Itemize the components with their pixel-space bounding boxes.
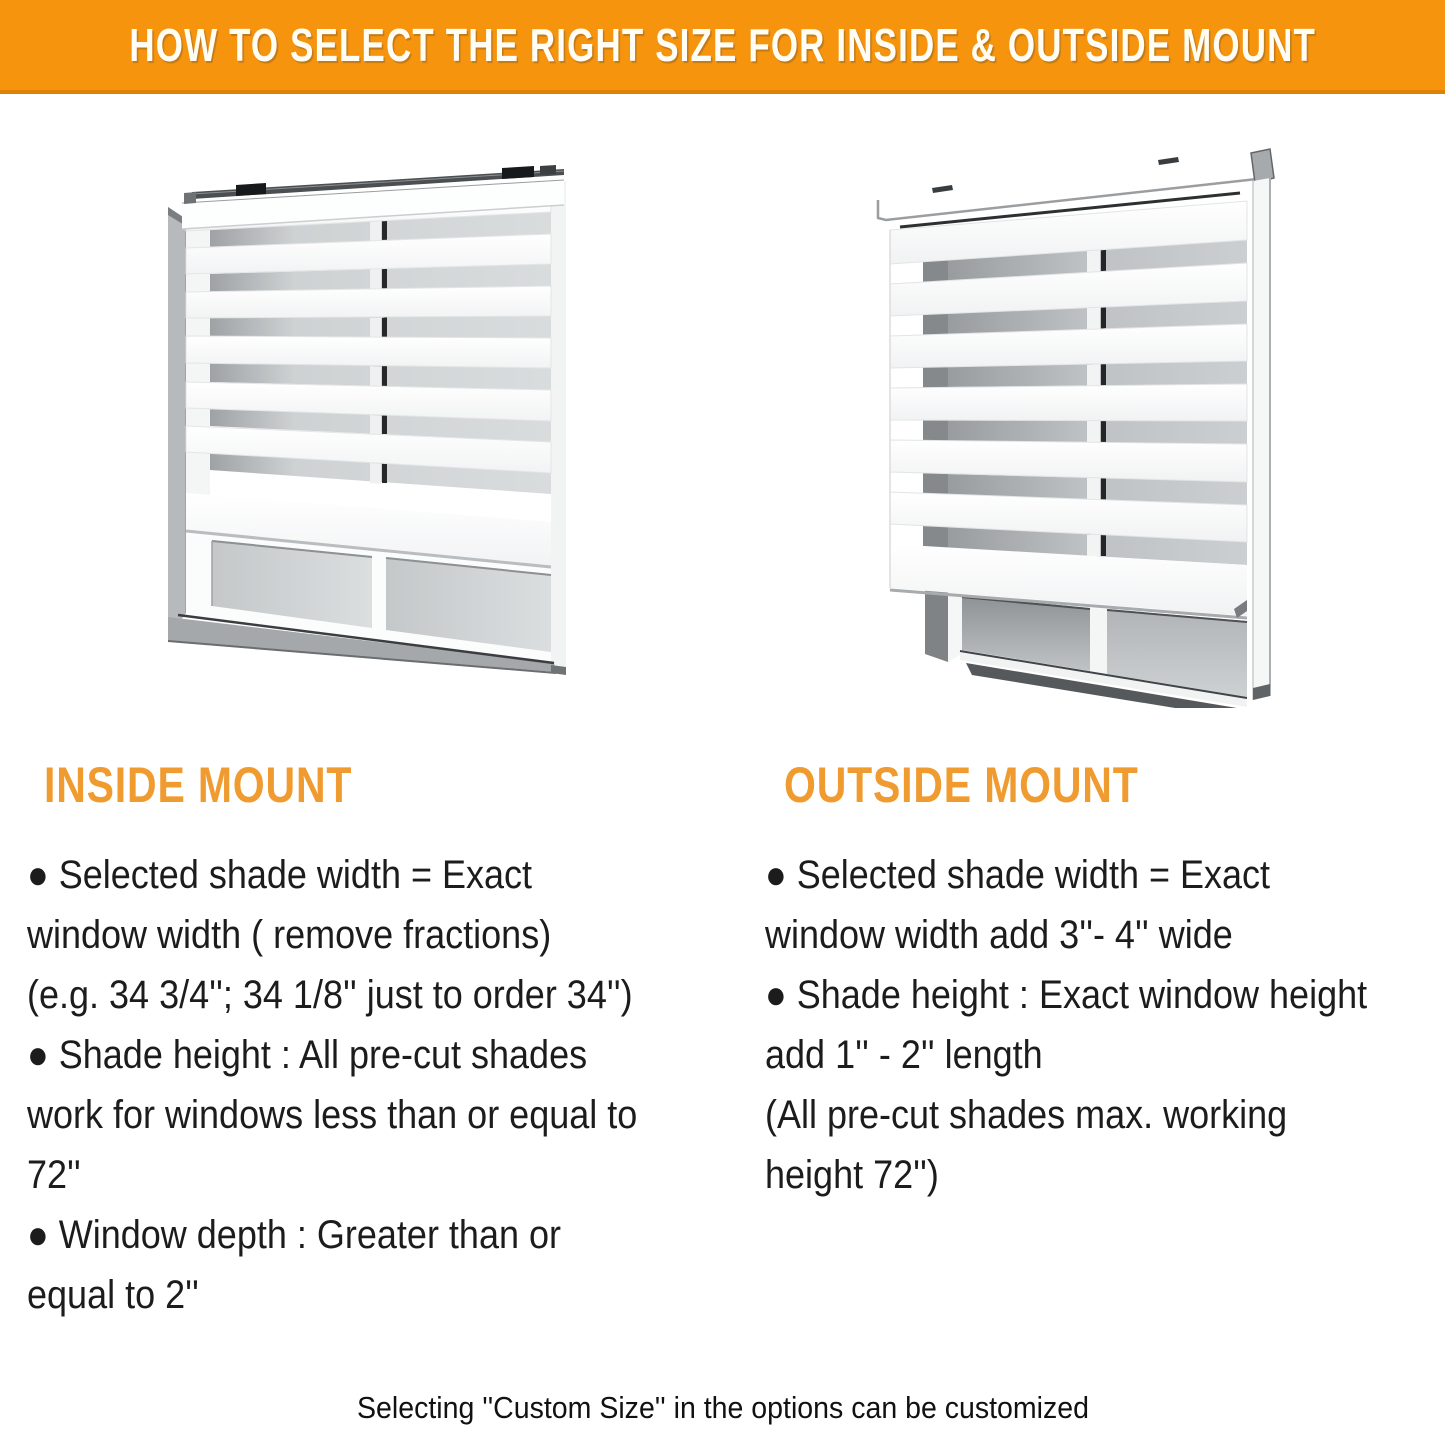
instruction-line: window width add 3''- 4'' wide <box>765 913 1233 957</box>
instruction-line: 72'' <box>27 1153 81 1197</box>
instruction-line: ● Selected shade width = Exact <box>765 853 1271 897</box>
page-title: HOW TO SELECT THE RIGHT SIZE FOR INSIDE & OUTSIDE MOUNT <box>129 19 1316 71</box>
header-banner <box>0 0 1445 94</box>
window-right-jamb <box>551 181 566 668</box>
instruction-line: (All pre-cut shades max. working <box>765 1093 1288 1137</box>
instruction-line: height 72'') <box>765 1153 939 1197</box>
instruction-line: ● Shade height : All pre-cut shades <box>27 1033 588 1077</box>
instruction-line: ● Shade height : Exact window height <box>765 973 1368 1017</box>
custom-size-note: Selecting ''Custom Size'' in the options can be customized <box>356 1390 1089 1425</box>
instruction-line: (e.g. 34 3/4''; 34 1/8'' just to order 34'') <box>27 973 633 1017</box>
instruction-line: add 1'' - 2'' length <box>765 1033 1043 1077</box>
instruction-line: ● Selected shade width = Exact <box>27 853 533 897</box>
instruction-line: work for windows less than or equal to <box>27 1093 638 1137</box>
inside-mount-illustration <box>166 163 566 678</box>
outside-mount-heading: OUTSIDE MOUNT <box>784 757 1139 813</box>
inside-mount-heading: INSIDE MOUNT <box>44 757 353 813</box>
outside-mount-illustration <box>872 148 1282 708</box>
instruction-line: ● Window depth : Greater than or <box>27 1213 562 1257</box>
outside-mount-window-graphic <box>872 148 1282 708</box>
mounting-bracket <box>1251 149 1274 183</box>
outside-mount-instructions <box>765 845 1434 1205</box>
instruction-line: equal to 2'' <box>27 1273 199 1317</box>
inside-mount-window-graphic <box>166 163 566 678</box>
window-right-frame-board <box>1253 178 1270 700</box>
inside-mount-instructions <box>27 845 705 1325</box>
instruction-line: window width ( remove fractions) <box>27 913 552 957</box>
